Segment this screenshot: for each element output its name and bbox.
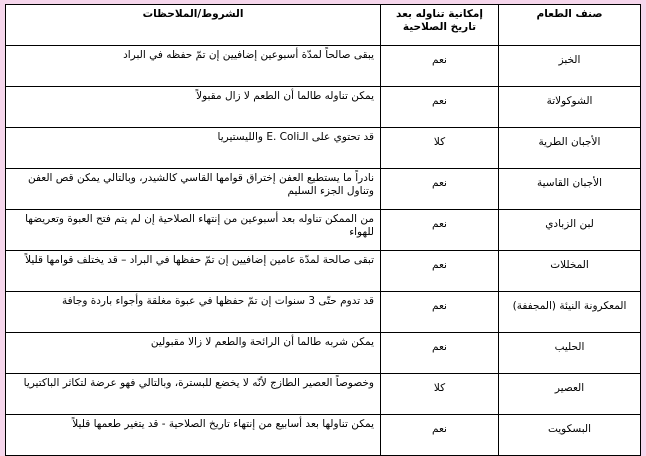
cell-notes: تبقى صالحة لمدّة عامين إضافيين إن تمّ حفظها في البراد – قد يختلف قوامها قليلاً (6, 251, 381, 292)
table-row (6, 374, 641, 415)
cell-food: الخبز (499, 46, 641, 87)
cell-food: البسكويت (499, 415, 641, 456)
table-row (6, 251, 641, 292)
cell-edible: نعم (381, 251, 499, 292)
cell-notes: يبقى صالحاً لمدّة أسبوعين إضافيين إن تمّ حفظه في البراد (6, 46, 381, 87)
cell-food: العصير (499, 374, 641, 415)
cell-edible: نعم (381, 210, 499, 251)
table-row (6, 292, 641, 333)
cell-food: المعكرونة النيئة (المجففة) (499, 292, 641, 333)
table-row (6, 46, 641, 87)
cell-edible: كلا (381, 128, 499, 169)
cell-edible: نعم (381, 46, 499, 87)
cell-food: الأجبان القاسية (499, 169, 641, 210)
cell-notes: وخصوصاً العصير الطازج لأنّه لا يخضع للبسترة، وبالتالي فهو عرضة لتكاثر الباكتيريا (6, 374, 381, 415)
table-row (6, 210, 641, 251)
table-header-row (6, 5, 641, 46)
cell-notes: يمكن تناوله طالما أن الطعم لا زال مقبولاً (6, 87, 381, 128)
header-food: صنف الطعام (499, 5, 641, 46)
cell-food: الحليب (499, 333, 641, 374)
cell-notes: يمكن تناولها بعد أسابيع من إنتهاء تاريخ الصلاحية - قد يتغير طعمها قليلاً (6, 415, 381, 456)
food-expiry-table (5, 4, 641, 456)
cell-notes: نادراً ما يستطيع العفن إختراق قوامها القاسي كالشيدر، وبالتالي يمكن قص العفن وتناول الجزء السليم (6, 169, 381, 210)
header-notes: الشروط/الملاحظات (6, 5, 381, 46)
header-edible-after-expiry: إمكانية تناوله بعد تاريخ الصلاحية (381, 5, 499, 46)
cell-edible: نعم (381, 333, 499, 374)
cell-edible: نعم (381, 169, 499, 210)
cell-food: لبن الزبادي (499, 210, 641, 251)
cell-edible: كلا (381, 374, 499, 415)
cell-notes: من الممكن تناوله بعد أسبوعين من إنتهاء الصلاحية إن لم يتم فتح العبوة وتعريضها للهواء (6, 210, 381, 251)
table-row (6, 87, 641, 128)
table-row (6, 333, 641, 374)
cell-notes: يمكن شربه طالما أن الرائحة والطعم لا زالا مقبولين (6, 333, 381, 374)
cell-edible: نعم (381, 292, 499, 333)
cell-food: الشوكولاتة (499, 87, 641, 128)
cell-edible: نعم (381, 415, 499, 456)
table-row (6, 169, 641, 210)
cell-food: الأجبان الطرية (499, 128, 641, 169)
page-frame (2, 1, 643, 435)
cell-notes: قد تحتوي على الـE. Coli والليستيريا (6, 128, 381, 169)
cell-notes: قد تدوم حتّى 3 سنوات إن تمّ حفظها في عبوة مغلقة وأجواء باردة وجافة (6, 292, 381, 333)
table-row (6, 415, 641, 456)
cell-food: المخللات (499, 251, 641, 292)
table-row (6, 128, 641, 169)
cell-edible: نعم (381, 87, 499, 128)
